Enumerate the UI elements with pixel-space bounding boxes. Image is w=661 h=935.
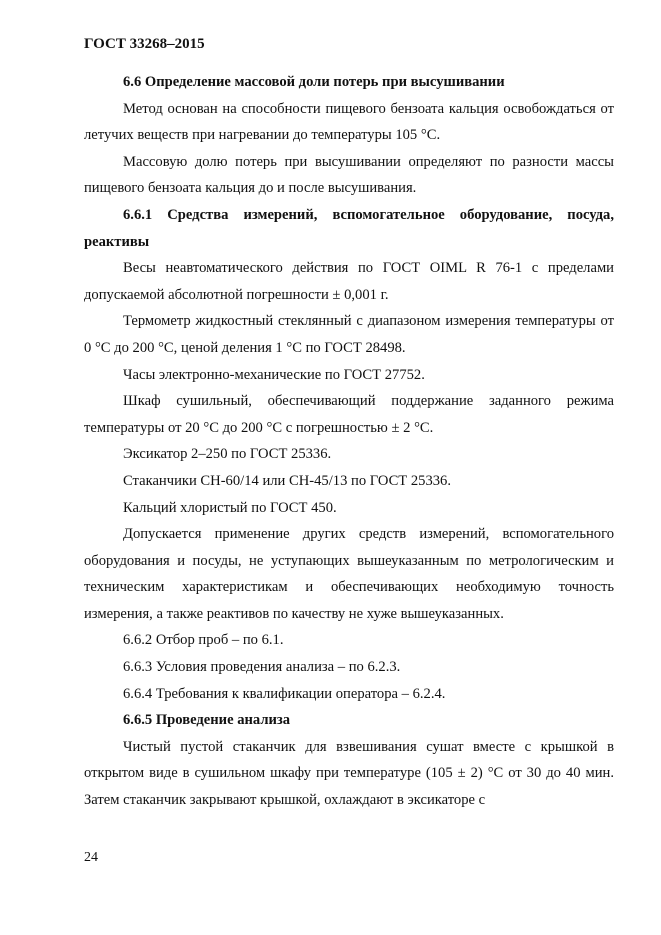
paragraph: Метод основан на способности пищевого бензоата кальция освобождаться от летучих веществ при нагревании до температуры 105 °С. (84, 100, 614, 144)
paragraph: Допускается применение других средств измерений, вспомогательного оборудования и посуды, не уступающих вышеуказанным по метрологическим и техническим характеристикам и обеспечивающих необходимую точность измерения, а также реактивов по качеству не хуже вышеуказанных. (84, 526, 614, 622)
document-header: ГОСТ 33268–2015 (84, 36, 205, 52)
paragraph: Стаканчики СН-60/14 или СН-45/13 по ГОСТ 25336. (123, 472, 452, 489)
section-heading-6-6-1: 6.6.1 Средства измерений, вспомогательное оборудование, посуда, реактивы (84, 206, 614, 250)
document-body (84, 69, 614, 814)
paragraph: Термометр жидкостный стеклянный с диапазоном измерения температуры от 0 °С до 200 °С, ценой деления 1 °С по ГОСТ 28498. (84, 313, 614, 356)
page-number: 24 (84, 850, 98, 865)
paragraph: Кальций хлористый по ГОСТ 450. (123, 499, 337, 516)
paragraph: Шкаф сушильный, обеспечивающий поддержание заданного режима температуры от 20 °С до 200 °С с погрешностью ± 2 °С. (84, 393, 614, 436)
section-heading-6-6: 6.6 Определение массовой доли потерь при высушивании (123, 74, 505, 90)
paragraph: Часы электронно-механические по ГОСТ 27752. (123, 366, 425, 383)
paragraph: Весы неавтоматического действия по ГОСТ OIML R 76-1 с пределами допускаемой абсолютной погрешности ± 0,001 г. (84, 260, 614, 303)
paragraph: 6.6.3 Условия проведения анализа – по 6.2.3. (123, 659, 401, 676)
paragraph: Чистый пустой стаканчик для взвешивания сушат вместе с крышкой в открытом виде в сушильном шкафу при температуре (105 ± 2) °С от 30 до 40 мин. Затем стаканчик закрывают крышкой, охлаждают в эксикаторе с (84, 738, 614, 809)
paragraph: Массовую долю потерь при высушивании определяют по разности массы пищевого бензоата кальция до и после высушивания. (84, 153, 614, 197)
paragraph: 6.6.2 Отбор проб – по 6.1. (123, 632, 284, 649)
paragraph: Эксикатор 2–250 по ГОСТ 25336. (123, 446, 332, 463)
section-heading-6-6-5: 6.6.5 Проведение анализа (123, 712, 291, 729)
paragraph: 6.6.4 Требования к квалификации оператора – 6.2.4. (123, 685, 446, 702)
